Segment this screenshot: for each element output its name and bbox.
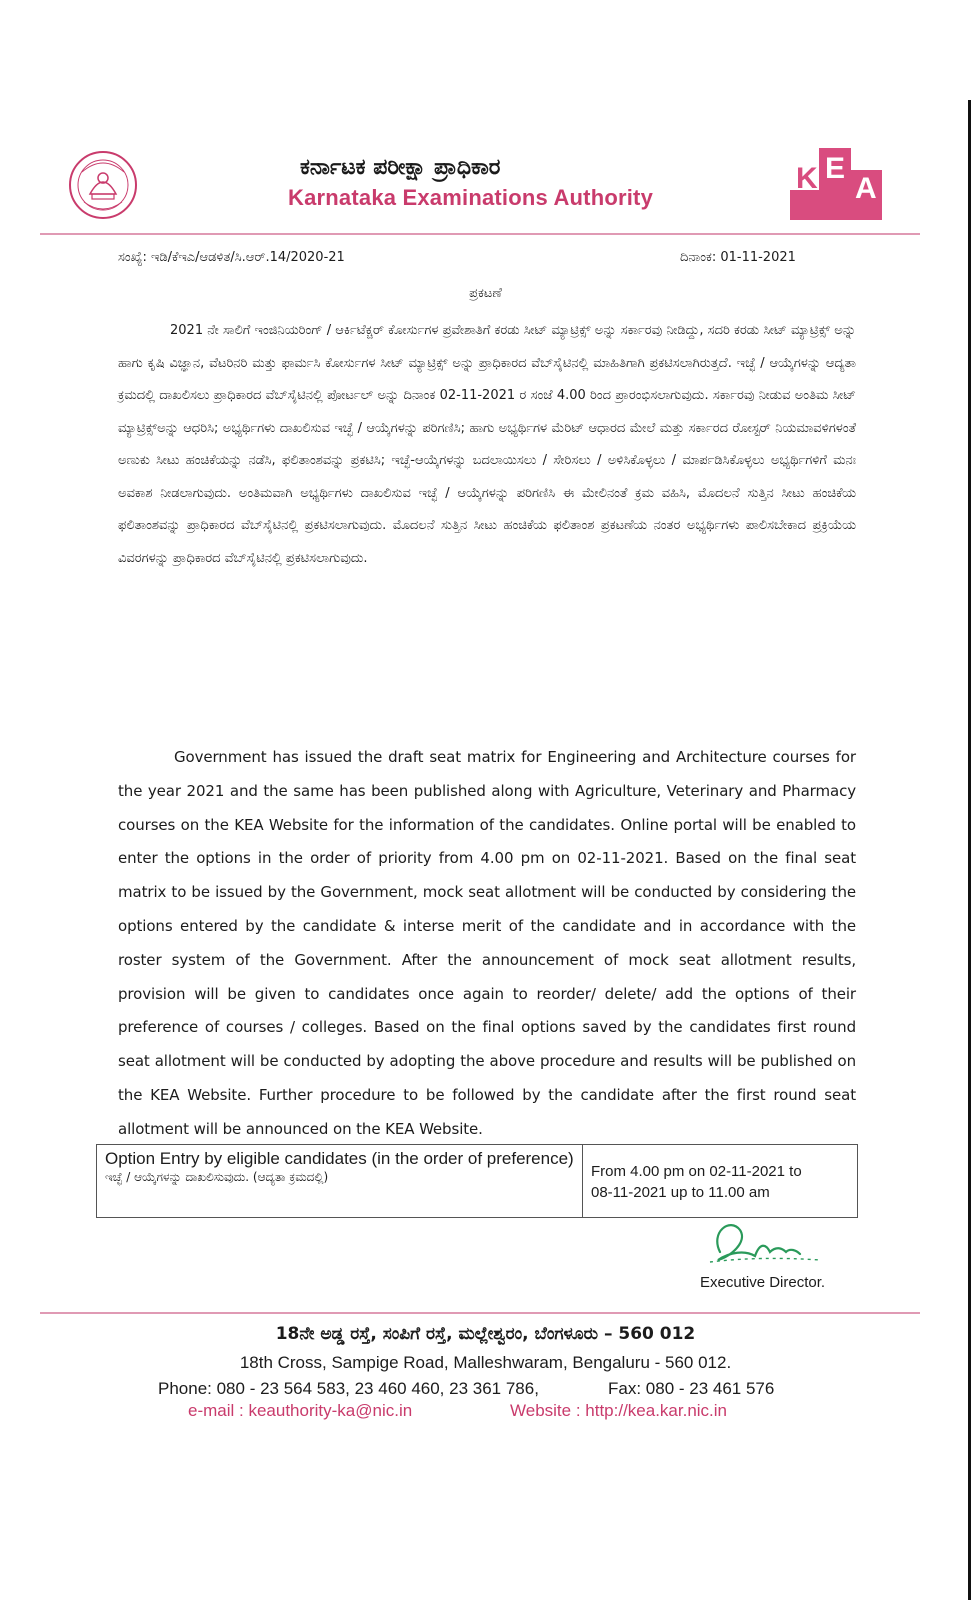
notice-title: ಪ್ರಕಟಣೆ — [469, 286, 502, 301]
period-line-2: 08-11-2021 up to 11.00 am — [591, 1184, 770, 1201]
schedule-activity-cell — [97, 1145, 583, 1217]
fax-number: Fax: 080 - 23 461 576 — [608, 1379, 775, 1398]
phone-numbers: Phone: 080 - 23 564 583, 23 460 460, 23 361 786, — [158, 1379, 539, 1398]
signature-icon — [700, 1212, 830, 1282]
period-line-1: From 4.00 pm on 02-11-2021 to — [591, 1163, 802, 1180]
reference-number: ಸಂಖ್ಯೆ: ಇಡಿ/ಕೆಇಎ/ಆಡಳಿತ/ಸಿ.ಆರ್.14/2020-21 — [118, 250, 345, 265]
schedule-period-cell — [583, 1145, 857, 1217]
logo-letter-a: A — [855, 172, 877, 205]
footer-divider — [40, 1312, 920, 1314]
logo-letter-k: K — [796, 162, 818, 195]
authority-name-kannada: ಕರ್ನಾಟಕ ಪರೀಕ್ಷಾ ಪ್ರಾಧಿಕಾರ — [300, 155, 501, 180]
kea-logo-icon — [790, 148, 882, 220]
authority-name-english: Karnataka Examinations Authority — [288, 185, 654, 210]
schedule-table — [96, 1144, 858, 1218]
notice-date: ದಿನಾಂಕ: 01-11-2021 — [680, 250, 796, 265]
body-paragraph-kannada: 2021 ನೇ ಸಾಲಿಗೆ ಇಂಜಿನಿಯರಿಂಗ್ / ಆರ್ಕಿಟೆಕ್ಚರ್ ಕೋರ್ಸುಗಳ ಪ್ರವೇಶಾತಿಗೆ ಕರಡು ಸೀಟ್ ಮ್ಯಾಟ್ರಿಕ್ಸ್ ಅನ್ನು ಸರ್ಕಾರವು ನೀಡಿದ್ದು, ಸದರಿ ಕರಡು ಸೀಟ್ ಮ್ಯಾಟ್ರಿಕ್ಸ್ ಅನ್ನು ಹಾಗು ಕೃಷಿ ವಿಜ್ಞಾನ, ವೆಟರಿನರಿ ಮತ್ತು ಫಾರ್ಮಸಿ ಕೋರ್ಸುಗಳ ಸೀಟ್ ಮ್ಯಾಟ್ರಿಕ್ಸ್ ಅನ್ನು ಪ್ರಾಧಿಕಾರದ ವೆಬ್‌ಸೈಟಿನಲ್ಲಿ ಮಾಹಿತಿಗಾಗಿ ಪ್ರಕಟಿಸಲಾಗಿರುತ್ತದೆ. ಇಚ್ಛೆ / ಆಯ್ಕೆಗಳನ್ನು ಆದ್ಯತಾ ಕ್ರಮದಲ್ಲಿ ದಾಖಲಿಸಲು ಪ್ರಾಧಿಕಾರದ ವೆಬ್‌ಸೈಟಿನಲ್ಲಿ ಪೋರ್ಟಲ್ ಅನ್ನು ದಿನಾಂಕ 02-11-2021 ರ ಸಂಜೆ 4.00 ರಿಂದ ಪ್ರಾರಂಭಿಸಲಾಗುವುದು. ಸರ್ಕಾರವು ನೀಡುವ ಅಂತಿಮ ಸೀಟ್ ಮ್ಯಾಟ್ರಿಕ್ಸ್‌ಅನ್ನು ಆಧರಿಸಿ; ಅಭ್ಯರ್ಥಿಗಳು ದಾಖಲಿಸುವ ಇಚ್ಛೆ / ಆಯ್ಕೆಗಳನ್ನು ಪರಿಗಣಿಸಿ; ಹಾಗು ಅಭ್ಯರ್ಥಿಗಳ ಮೆರಿಟ್ ಆಧಾರದ ಮೇಲೆ ಮತ್ತು ಸರ್ಕಾರದ ರೋಸ್ಟರ್ ನಿಯಮಾವಳಿಗಳಂತೆ ಅಣುಕು ಸೀಟು ಹಂಚಿಕೆಯನ್ನು ನಡೆಸಿ, ಫಲಿತಾಂಶವನ್ನು ಪ್ರಕಟಿಸಿ; ಇಚ್ಛೆ-ಆಯ್ಕೆಗಳನ್ನು ಬದಲಾಯಿಸಲು / ಸೇರಿಸಲು / ಅಳಿಸಿಕೊಳ್ಳಲು / ಮಾರ್ಪಡಿಸಿಕೊಳ್ಳಲು ಅಭ್ಯರ್ಥಿಗಳಿಗೆ ಮನಃ ಅವಕಾಶ ನೀಡಲಾಗುವುದು. ಅಂತಿಮವಾಗಿ ಅಭ್ಯರ್ಥಿಗಳು ದಾಖಲಿಸುವ ಇಚ್ಛೆ / ಆಯ್ಕೆಗಳನ್ನು ಪರಿಗಣಿಸಿ ಈ ಮೇಲಿನಂತೆ ಕ್ರಮ ವಹಿಸಿ, ಮೊದಲನೆ ಸುತ್ತಿನ ಸೀಟು ಹಂಚಿಕೆಯ ಫಲಿತಾಂಶವನ್ನು ಪ್ರಾಧಿಕಾರದ ವೆಬ್‌ಸೈಟಿನಲ್ಲಿ ಪ್ರಕಟಿಸಲಾಗುವುದು. ಮೊದಲನೆ ಸುತ್ತಿನ ಸೀಟು ಹಂಚಿಕೆಯ ಫಲಿತಾಂಶ ಪ್ರಕಟಣೆಯ ನಂತರ ಅಭ್ಯರ್ಥಿಗಳು ಪಾಲಿಸಬೇಕಾದ ಪ್ರಕ್ರಿಯೆಯ ವಿವರಗಳನ್ನು ಪ್ರಾಧಿಕಾರದ ವೆಬ್‌ಸೈಟಿನಲ್ಲಿ ಪ್ರಕಟಿಸಲಾಗುವುದು. — [118, 323, 856, 566]
activity-english: Option Entry by eligible candidates (in the order of preference) — [105, 1149, 574, 1168]
header-divider — [40, 233, 920, 235]
state-emblem-seal-icon — [68, 150, 138, 220]
activity-kannada: ಇಚ್ಛೆ / ಆಯ್ಕೆಗಳನ್ನು ದಾಖಲಿಸುವುದು. (ಆದ್ಯತಾ ಕ್ರಮದಲ್ಲಿ) — [105, 1170, 329, 1184]
address-english: 18th Cross, Sampige Road, Malleshwaram, Bengaluru - 560 012. — [239, 1353, 732, 1372]
email-link[interactable]: e-mail : keauthority-ka@nic.in — [188, 1401, 413, 1420]
address-kannada: 18ನೇ ಅಡ್ಡ ರಸ್ತೆ, ಸಂಪಿಗೆ ರಸ್ತೆ, ಮಲ್ಲೇಶ್ವರಂ, ಬೆಂಗಳೂರು – 560 012 — [275, 1324, 696, 1344]
signatory-designation: Executive Director. — [700, 1274, 826, 1291]
logo-letter-e: E — [825, 152, 846, 185]
website-link[interactable]: Website : http://kea.kar.nic.in — [510, 1401, 728, 1420]
body-paragraph-english: Government has issued the draft seat matrix for Engineering and Architecture courses for the year 2021 and the same has been published along with Agriculture, Veterinary and Pharmacy courses on the KEA Website for the information of the candidates. Online portal will be enabled to enter the options in the order of priority from 4.00 pm on 02-11-2021. Based on the final seat matrix to be issued by the Government, mock seat allotment will be conducted by considering the options entered by the candidate & interse merit of the candidate and in accordance with the roster system of the Government. After the announcement of mock seat allotment results, provision will be given to candidates once again to reorder/ delete/ add the options of their preference of courses / colleges. Based on the final options saved by the candidates first round seat allotment will be conducted by adopting the above procedure and results will be published on the KEA Website. Further procedure to be followed by the candidate after the first round seat allotment will be announced on the KEA Website. — [118, 748, 856, 1138]
